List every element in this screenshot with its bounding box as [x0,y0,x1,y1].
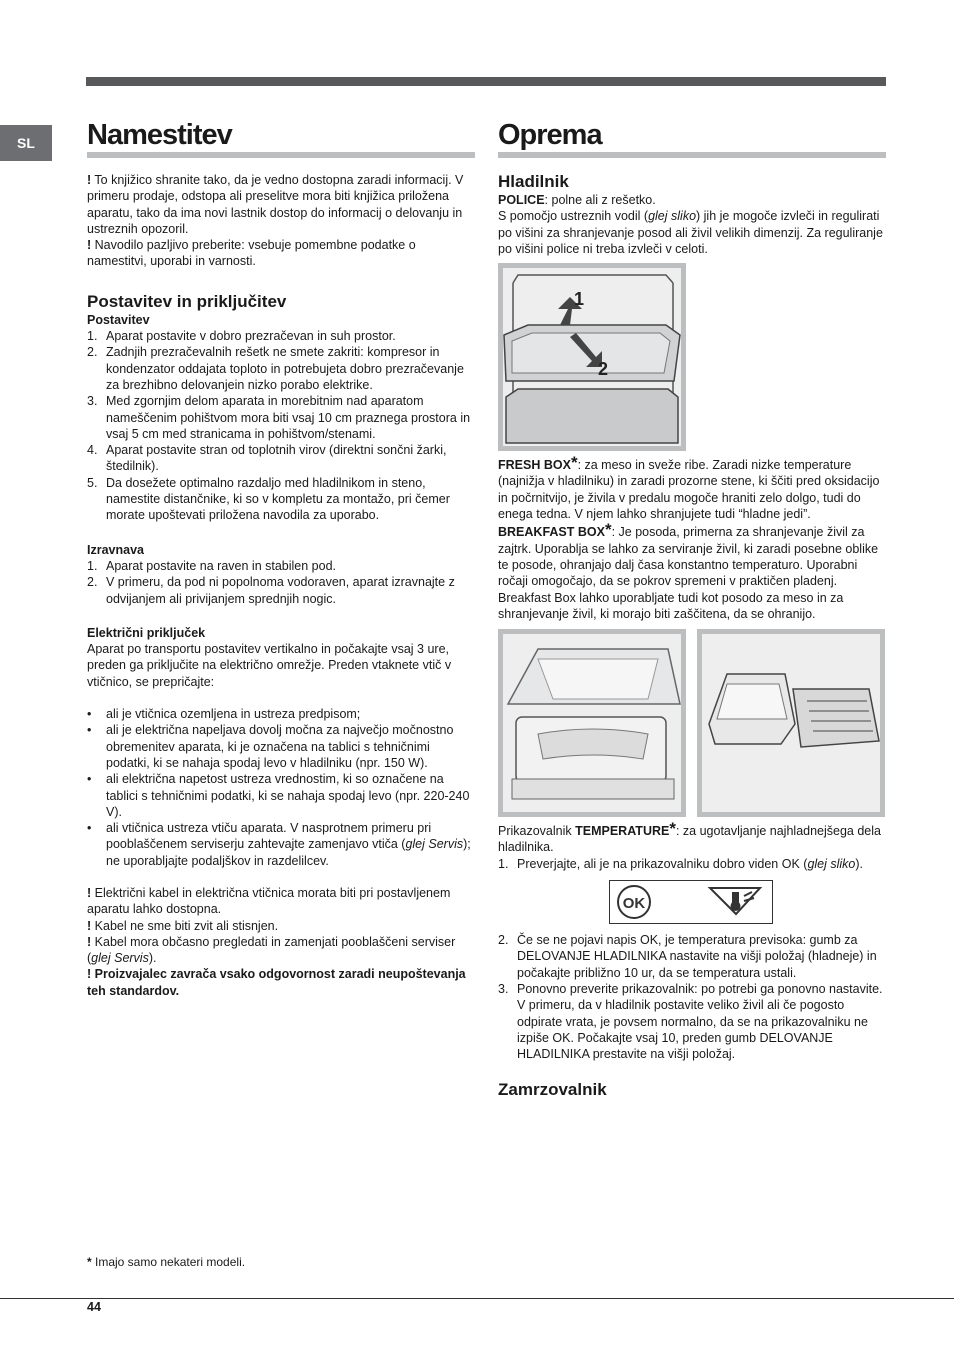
figure-label-1: 1 [574,289,585,310]
list-item: • ali je električna napeljava dovolj močna za največjo močnostno obremenitev aparata, ki je označena na tablici s tehničnimi podatki, ki se nahaja spodaj levo v hladilniku (npr. 150 W). [87,723,454,770]
fresh-box-paragraph: FRESH BOX*: za meso in sveže ribe. Zaradi nizke temperature (najnižja v hladilniku) in zaradi prozorne stene, ki ščiti pred oksidacijo in počrnitvijo, je živila v predalu mogoče hraniti zelo dolgo, tudi do enega tedna. V njem lahko shranjujete tudi “hladne jedi”. [498,453,880,522]
breakfast-box-illustration [697,629,885,817]
intro-paragraph-1: ! To knjižico shranite tako, da je vedno dostopna zaradi informacij. V primeru prodaje, odstopa ali preselitve mora biti knjižica priložena aparatu, tako da ima novi lastnik dostop do informacij o delovanju in ustreznih opozoril. [87,173,464,236]
list-item: 1. Aparat postavite v dobro prezračevan in suh prostor. [87,329,396,344]
list-item: • ali električna napetost ustreza vrednostim, ki so označene na tablici s tehničnimi podatki, ki se nahaja spodaj levo (npr. 220-240 V). [87,772,470,819]
language-tab [0,125,52,161]
box-figures [498,629,886,817]
temperature-paragraph: Prikazovalnik TEMPERATURE*: za ugotavljanje najhladnejšega dela hladilnika. [498,819,881,855]
equipment-title: Oprema [498,119,602,151]
list-item: 3. Med zgornjim delom aparata in morebitnim nad aparatom nameščenim pohištvom mora biti vsaj 10 cm praznega prostora in vsaj 5 cm med stranicama in pohištvom/stenami. [87,394,471,441]
list-item: 2. Če se ne pojavi napis OK, je temperatura previsoka: gumb za DELOVANJE HLADILNIKA nastavite na višji položaj (hladneje) in počakajte približno 10 ur, da se temperatura ustali. [498,933,877,980]
list-item: • ali vtičnica ustreza vtiču aparata. V nasprotnem primeru pri pooblaščenem serviserju zahtevajte zamenjavo vtiča (glej Servis); ne uporabljajte podaljškov in razdelilcev. [87,821,471,868]
language-code: SL [17,135,35,151]
warning-1: ! Električni kabel in električna vtičnica morata biti pri postavljenem aparatu lahko dostopna. [87,885,451,917]
warning-3: ! Kabel mora občasno pregledati in zamenjati pooblaščeni serviser (glej Servis). [87,934,456,966]
installation-title: Namestitev [87,119,232,151]
title-rule [498,152,886,158]
list-item: • ali je vtičnica ozemljena in ustreza predpisom; [87,707,361,722]
footnote: * Imajo samo nekateri modeli. [87,1255,246,1269]
shelves-description: S pomočjo ustreznih vodil (glej sliko) jih je mogoče izvleči in regulirati po višini za shranjevanje posod ali živil velikih dimenzij. Za reguliranje po višini police ni treba izvleči v celoti. [498,209,883,256]
intro-paragraph-2: ! Navodilo pazljivo preberite: vsebuje pomembne podatke o namestitvi, uporabi in varnosti. [87,238,416,269]
list-item: 2. Zadnjih prezračevalnih rešetk ne smete zakriti: kompresor in kondenzator oddajata toploto in potrebujeta dobro prezračevanje za brezhibno delovanjein nizko porabo elektrike. [87,345,464,392]
list-item: 1. Preverjajte, ali je na prikazovalniku dobro viden OK (glej sliko). [498,856,864,871]
list-item: 3. Ponovno preverite prikazovalnik: po potrebi ga ponovno nastavite. V primeru, da v hladilnik postavite veliko živil ali če pogosto odpirate vrata, je povsem normalno, da se na prikazovalniku ne izpiše OK. Počakajte vsaj 10, preden gumb DELOVANJE HLADILNIKA prestavite na višji položaj. [498,981,883,1062]
temperature-list-2 [498,932,886,1062]
leveling-subtitle: Izravnava [87,542,144,557]
breakfast-box-paragraph: BREAKFAST BOX*: Je posoda, primerna za shranjevanje živil za zajtrk. Uporablja se lahko za serviranje živil, ki zaradi posebne oblike te posode, ohranjajo dalj časa konstantno temperaturo. Uporabni ročaji omogočajo, da se pokrov spremeni v praktičen pladenj. Breakfast Box lahko uporabljate tudi kot posodo za meso in za shranjevanje živil, ki morajo biti zaščitena, da se ohranijo. [498,520,879,621]
installation-column [87,118,475,999]
shelf-drawing [498,263,686,451]
bottom-rule [0,1298,954,1299]
shelf-illustration [498,263,686,451]
leveling-list [87,558,475,607]
drawer-illustration [498,629,686,817]
warning-4: ! Proizvajalec zavrača vsako odgovornost zaradi neupoštevanja teh standardov. [87,967,466,998]
list-item: 1. Aparat postavite na raven in stabilen pod. [87,558,337,573]
list-item: 5. Da dosežete optimalno razdaljo med hladilnikom in steno, namestite distančnike, ki so v kompletu za montažo, pri čemer morate upoštevati priložena navodila za uporabo. [87,475,450,523]
temperature-list-1 [498,856,886,872]
breakfast-box-drawing [697,629,885,817]
top-rule [86,77,886,86]
electrical-subtitle: Električni priključek [87,625,206,640]
fridge-section-title: Hladilnik [498,172,569,191]
page-number: 44 [87,1300,101,1314]
thermometer-indicator-icon [706,884,766,920]
warning-2: ! Kabel ne sme biti zvit ali stisnjen. [87,918,279,933]
title-rule [87,152,475,158]
list-item: 4. Aparat postavite stran od toplotnih virov (direktni sončni žarki, štedilnik). [87,443,447,474]
drawer-drawing [498,629,686,817]
freezer-section-title: Zamrzovalnik [498,1080,607,1100]
electrical-paragraph: Aparat po transportu postavitev vertikalno in počakajte vsaj 3 ure, preden ga priključite na električno omrežje. Preden vtaknete vtič v vtičnico, se prepričajte: [87,642,452,689]
list-item: 2. V primeru, da pod ni popolnoma vodoraven, aparat izravnajte z odvijanjem ali privijanjem sprednjih nogic. [87,575,455,606]
ok-icon [616,884,656,920]
ok-indicator-figure [609,880,773,924]
shelves-paragraph: POLICE: polne ali z rešetko. [498,193,656,207]
placement-list [87,328,475,524]
electrical-checklist [87,706,475,869]
ok-icon-text: OK [622,895,646,913]
equipment-column [498,118,886,1100]
section-placement-title: Postavitev in priključitev [87,291,287,311]
placement-subtitle: Postavitev [87,312,150,327]
figure-label-2: 2 [598,359,609,380]
